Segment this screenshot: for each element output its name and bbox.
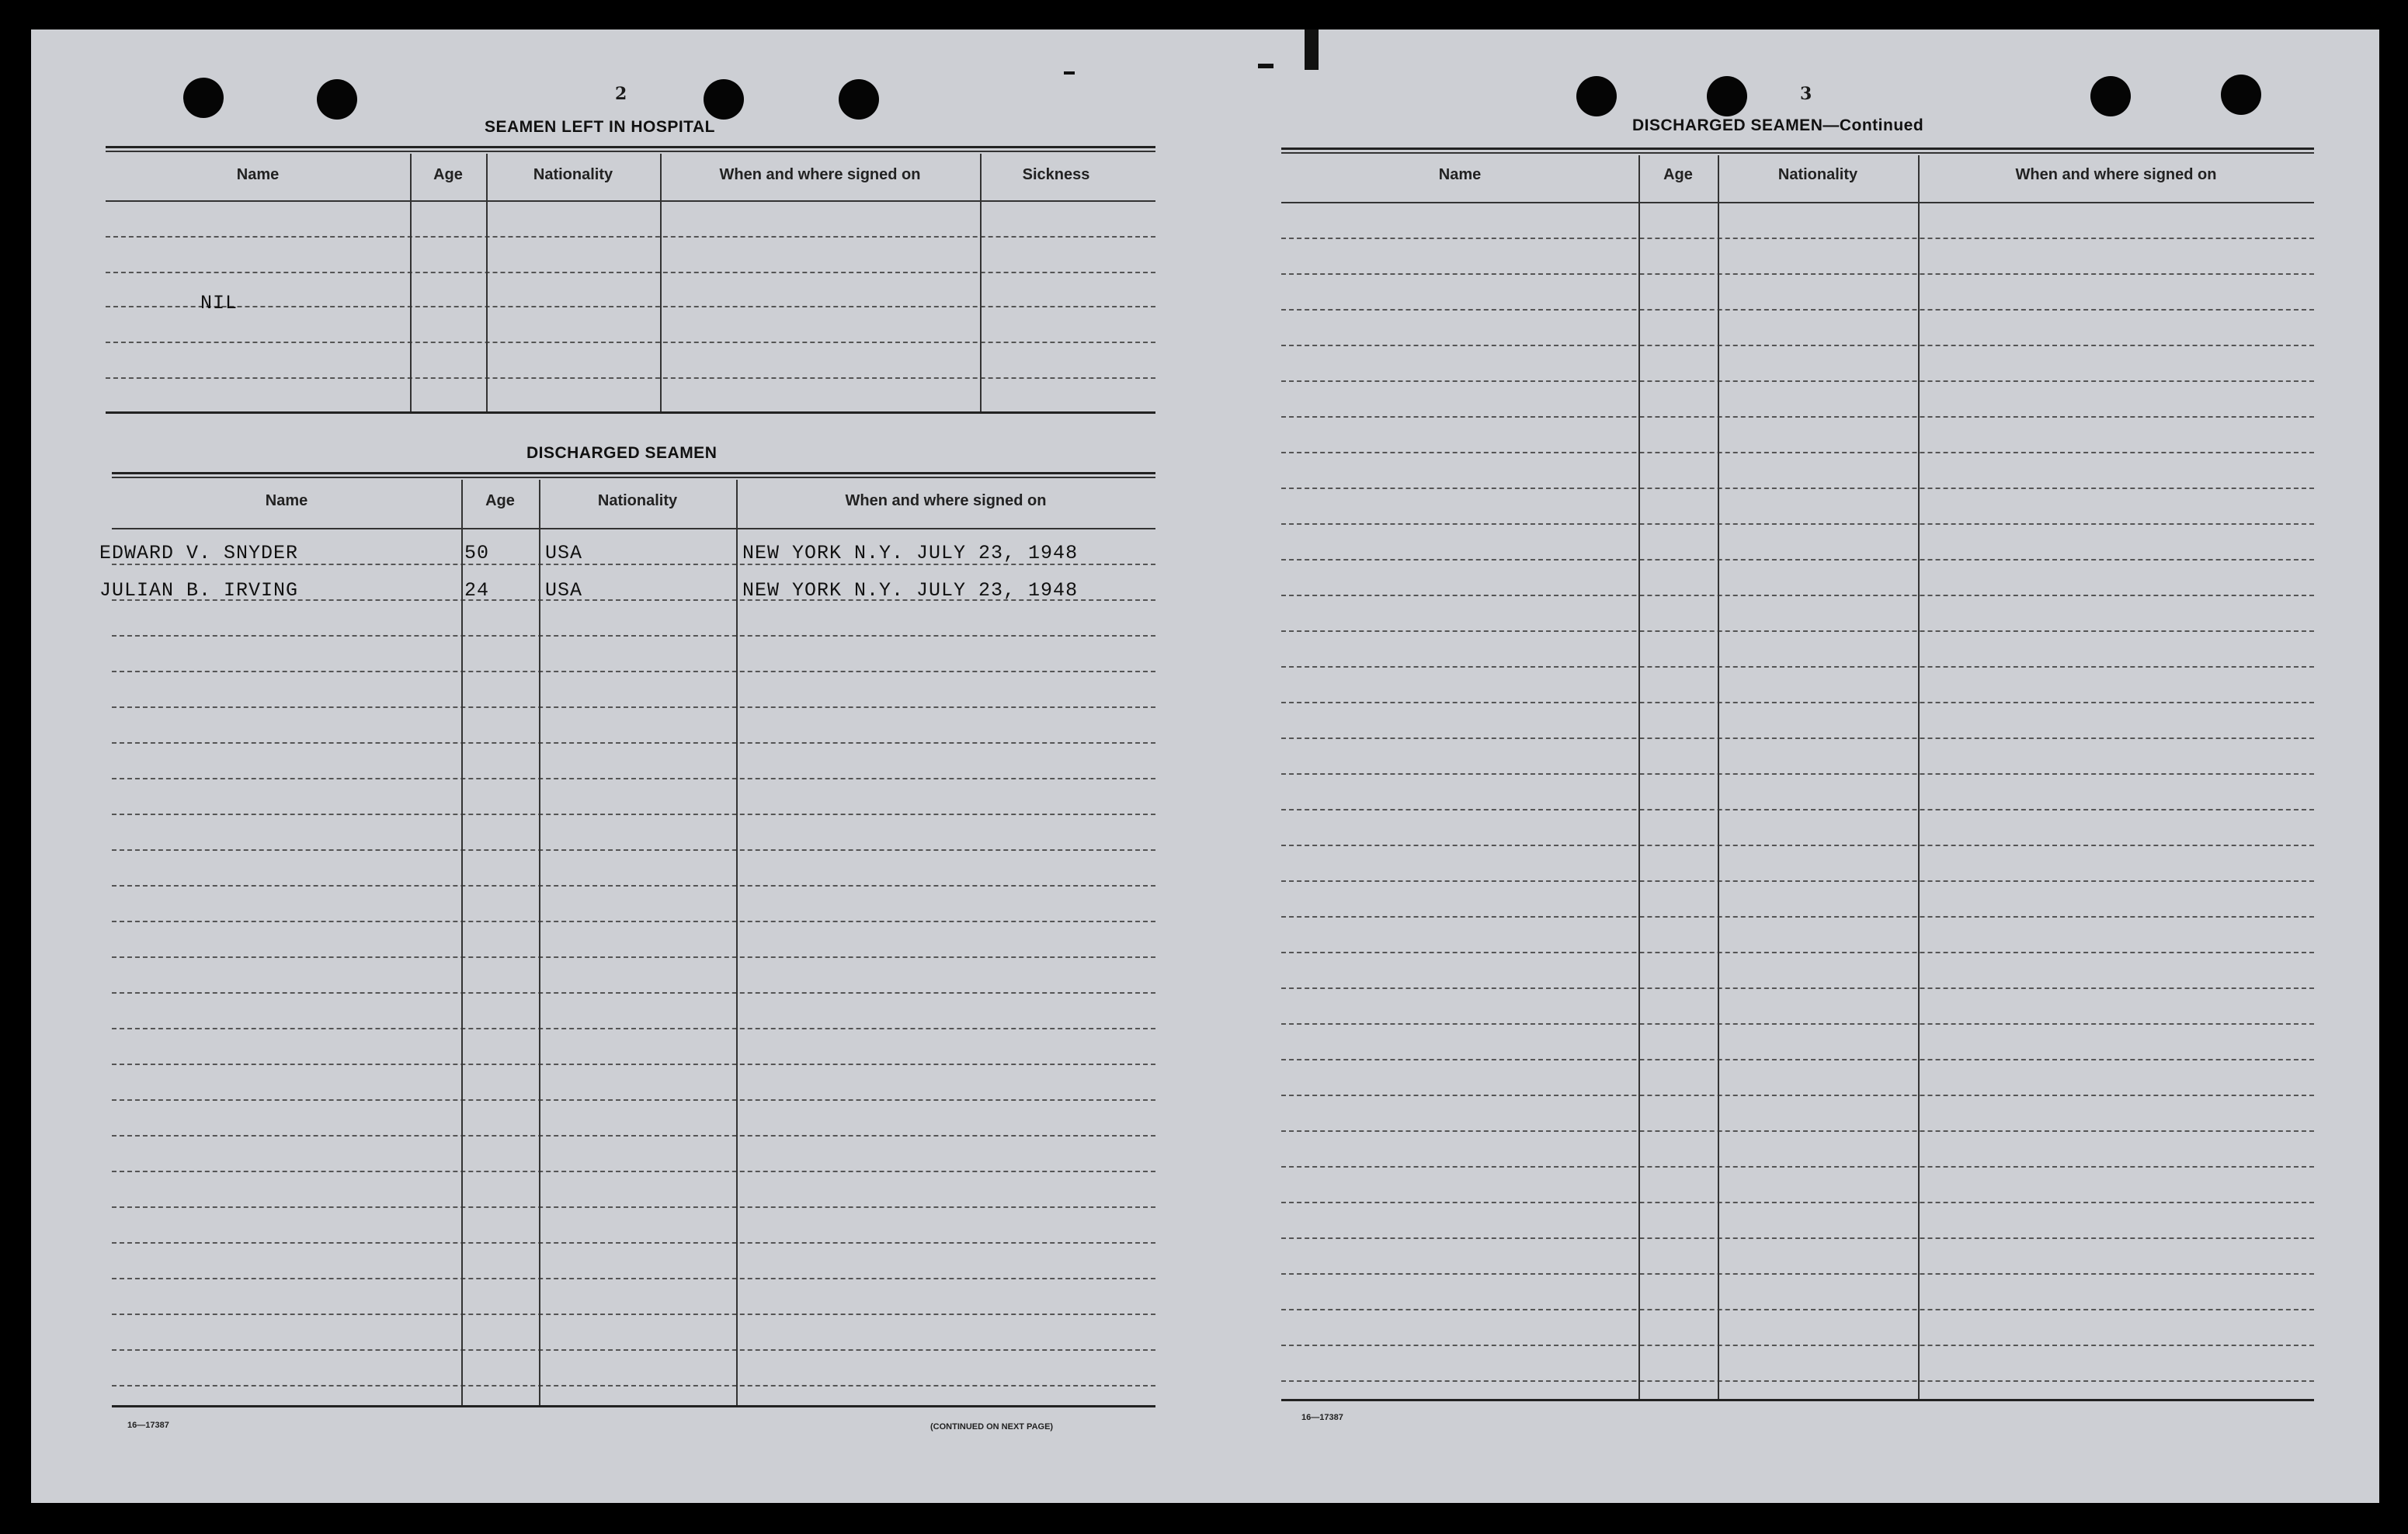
row-nationality: USA: [545, 542, 583, 564]
scan-mark: [1064, 71, 1075, 75]
col-header-nationality: Nationality: [597, 492, 678, 509]
row-signed-on: NEW YORK N.Y. JULY 23, 1948: [742, 542, 1079, 564]
punch-hole: [2090, 76, 2131, 116]
punch-hole: [839, 79, 879, 120]
form-number-left: 16—17387: [127, 1421, 169, 1430]
col-header-signed-on: When and where signed on: [2015, 166, 2217, 183]
punch-hole: [1576, 76, 1617, 116]
punch-hole: [1707, 76, 1747, 116]
col-header-signed-on: When and where signed on: [719, 166, 921, 183]
continued-note: (CONTINUED ON NEXT PAGE): [930, 1422, 1054, 1432]
hospital-entry-nil: NIL: [200, 292, 238, 314]
col-header-age: Age: [1663, 166, 1693, 183]
hospital-section-title: SEAMEN LEFT IN HOSPITAL: [485, 118, 715, 136]
punch-hole: [704, 79, 744, 120]
discharged-section-title: DISCHARGED SEAMEN: [526, 444, 718, 462]
scan-mark: [1258, 64, 1273, 68]
document-sheet: [31, 30, 2379, 1503]
row-name: JULIAN B. IRVING: [99, 579, 299, 602]
punch-hole: [317, 79, 357, 120]
col-header-name: Name: [1438, 166, 1482, 183]
row-nationality: USA: [545, 579, 583, 602]
form-number-right: 16—17387: [1301, 1413, 1343, 1422]
col-header-name: Name: [265, 492, 308, 509]
row-signed-on: NEW YORK N.Y. JULY 23, 1948: [742, 579, 1079, 602]
col-header-age: Age: [433, 166, 463, 183]
page-number-right: 3: [1800, 84, 1812, 104]
row-age: 24: [464, 579, 490, 602]
title-suffix: —Continued: [1823, 116, 1924, 134]
punch-hole: [183, 78, 224, 118]
row-age: 50: [464, 542, 490, 564]
col-header-age: Age: [485, 492, 515, 509]
punch-hole: [2221, 75, 2261, 115]
discharged-continued-title: [1632, 116, 1923, 135]
scan-mark: [1305, 30, 1319, 70]
col-header-name: Name: [236, 166, 280, 183]
col-header-signed-on: When and where signed on: [845, 492, 1047, 509]
col-header-sickness: Sickness: [1022, 166, 1090, 183]
page-number-left: 2: [615, 84, 627, 104]
row-name: EDWARD V. SNYDER: [99, 542, 299, 564]
col-header-nationality: Nationality: [533, 166, 613, 183]
col-header-nationality: Nationality: [1777, 166, 1858, 183]
title-main: DISCHARGED SEAMEN: [1632, 116, 1823, 134]
